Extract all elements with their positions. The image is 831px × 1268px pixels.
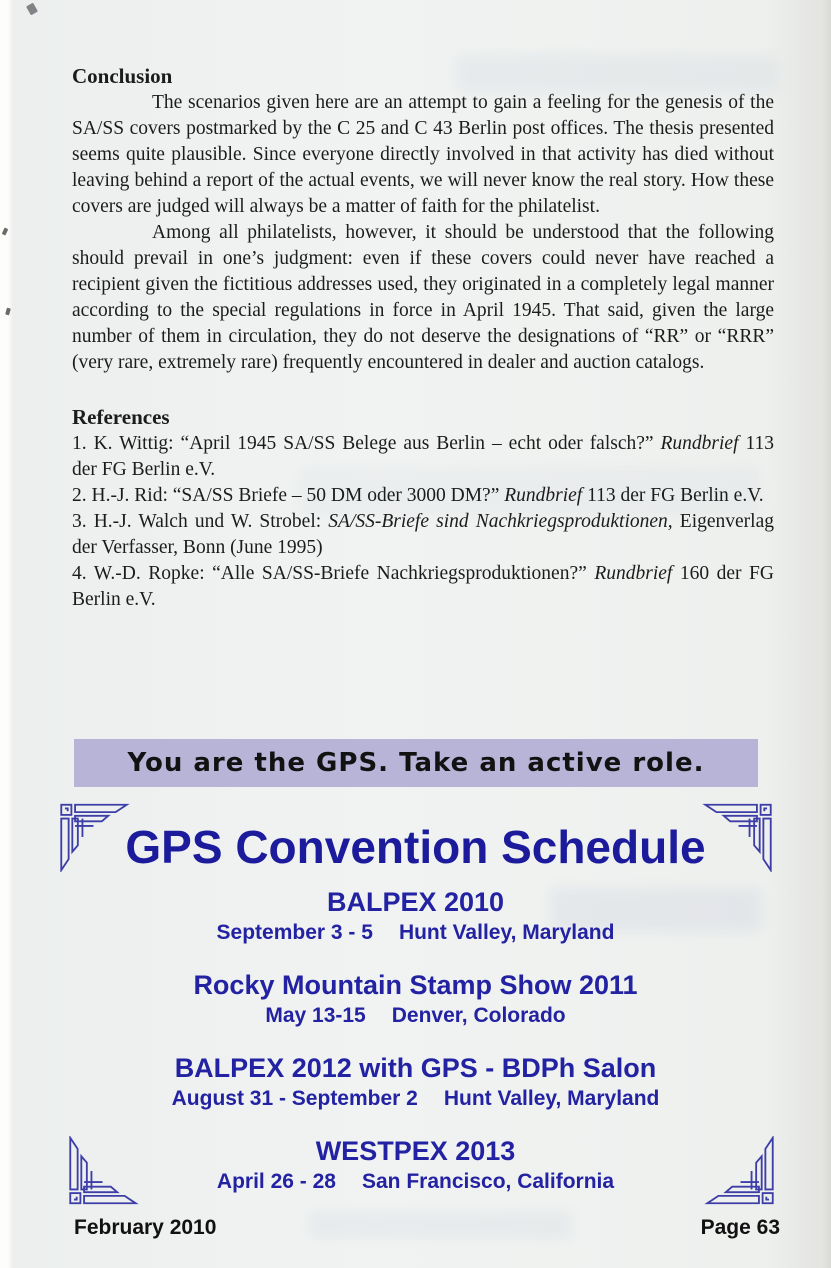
- conclusion-heading: Conclusion: [72, 64, 173, 88]
- footer-issue-date: February 2010: [74, 1216, 217, 1239]
- schedule-title: GPS Convention Schedule: [125, 821, 706, 873]
- event-date: May 13-15: [265, 1004, 366, 1027]
- scan-speck: [26, 3, 38, 16]
- event-westpex-2013: [0, 1135, 831, 1195]
- gps-slogan-banner: [74, 739, 758, 787]
- reference-item-3: 3. H.-J. Walch und W. Strobel: SA/SS-Briefe sind Nachkriegsproduktionen, Eigenverlag der Verfasser, Bonn (June 1995): [72, 511, 774, 558]
- event-balpex-2010: [0, 886, 831, 946]
- event-balpex-2012: [0, 1052, 831, 1112]
- event-date: September 3 - 5: [216, 921, 373, 944]
- schedule-events: [0, 886, 831, 1218]
- scan-speck: [2, 227, 9, 235]
- conclusion-paragraph-1: The scenarios given here are an attempt to gain a feeling for the genesis of the SA/SS covers postmarked by the C 25 and C 43 Berlin post offices. The thesis presented seems quite plausible. Since everyone directly involved in that activity has died without leaving behind a report of the actual events, we will never know the real story. How these covers are judged will always be a matter of faith for the philatelist.: [72, 92, 774, 217]
- event-location: Hunt Valley, Maryland: [443, 1087, 660, 1110]
- event-date: April 26 - 28: [216, 1170, 336, 1193]
- reference-item-2: 2. H.-J. Rid: “SA/SS Briefe – 50 DM oder 3000 DM?” Rundbrief 113 der FG Berlin e.V.: [72, 485, 764, 506]
- event-location: Denver, Colorado: [391, 1004, 566, 1027]
- event-details: [0, 1169, 831, 1195]
- event-location: San Francisco, California: [361, 1170, 615, 1193]
- event-location: Hunt Valley, Maryland: [398, 921, 615, 944]
- event-name: Rocky Mountain Stamp Show 2011: [193, 970, 638, 1000]
- scan-speck: [5, 308, 11, 316]
- conclusion-paragraph-2: Among all philatelists, however, it should be understood that the following should prevail in one’s judgment: even if these covers could never have reached a recipient given the fictitious addresses used, they originated in a completely legal manner according to the special regulations in force in April 1945. That said, given the large number of them in circulation, they do not deserve the designations of “RR” or “RRR” (very rare, extremely rare) frequently encountered in dealer and auction catalogs.: [72, 222, 774, 373]
- gps-slogan-text: You are the GPS. Take an active role.: [127, 748, 705, 778]
- event-details: [0, 1003, 831, 1029]
- footer-page-number: Page 63: [700, 1216, 780, 1239]
- event-name: BALPEX 2012 with GPS - BDPh Salon: [174, 1053, 657, 1083]
- references-heading: References: [72, 405, 170, 429]
- event-details: [0, 1086, 831, 1112]
- article-column: [72, 64, 774, 613]
- event-name: BALPEX 2010: [326, 887, 505, 917]
- event-date: August 31 - September 2: [171, 1087, 418, 1110]
- event-details: [0, 920, 831, 946]
- reference-item-1: 1. K. Wittig: “April 1945 SA/SS Belege aus Berlin – echt oder falsch?” Rundbrief 113 der FG Berlin e.V.: [72, 433, 774, 480]
- event-name: WESTPEX 2013: [315, 1136, 516, 1166]
- event-rocky-mountain-2011: [0, 969, 831, 1029]
- reference-item-4: 4. W.-D. Ropke: “Alle SA/SS-Briefe Nachkriegsproduktionen?” Rundbrief 160 der FG Berlin e.V.: [72, 563, 774, 610]
